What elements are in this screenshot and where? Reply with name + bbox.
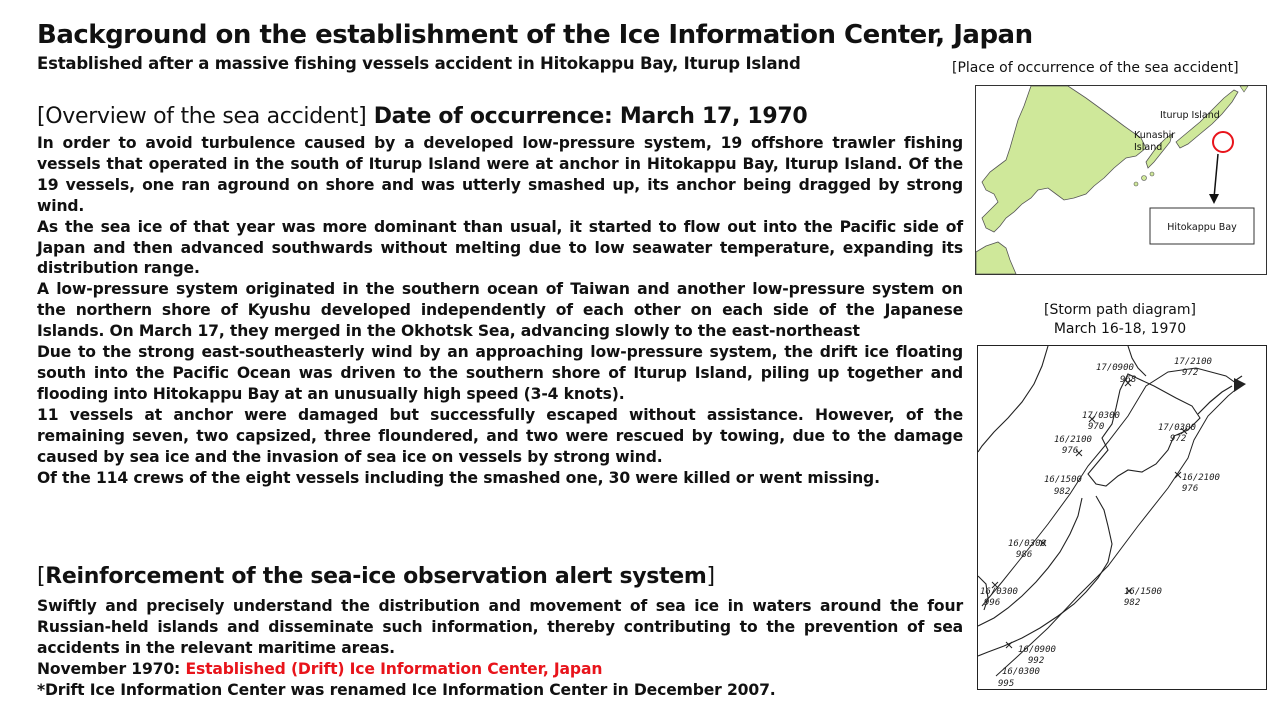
reinforcement-paragraph: Swiftly and precisely understand the distribution and movement of sea ice in waters around the four Russian-held islands and disseminate such information, thereby contributing to the prevention of sea accidents in the relevant maritime areas. bbox=[37, 597, 963, 657]
page-subtitle: Established after a massive fishing vessels accident in Hitokappu Bay, Iturup Island bbox=[37, 54, 801, 73]
storm-map-title: [Storm path diagram] bbox=[1044, 302, 1196, 318]
asia-coastline bbox=[978, 346, 1048, 452]
storm-point-label: 16/0900 bbox=[1018, 645, 1056, 655]
kunashir-label-line2: Island bbox=[1134, 142, 1163, 153]
storm-point-pressure: 970 bbox=[1088, 422, 1105, 432]
storm-point-pressure: 968 bbox=[1120, 375, 1137, 385]
storm-point-label: 17/0300 bbox=[1082, 411, 1120, 421]
storm-point-pressure: 976 bbox=[1182, 484, 1199, 494]
rename-note: *Drift Ice Information Center was renamed Ice Information Center in December 2007. bbox=[37, 680, 776, 699]
storm-point-pressure: 986 bbox=[1016, 550, 1033, 560]
storm-point-pressure: 995 bbox=[998, 679, 1015, 689]
overview-heading bbox=[37, 104, 807, 129]
storm-path-map bbox=[977, 345, 1267, 690]
overview-heading-bracket: [Overview of the sea accident] bbox=[37, 104, 367, 129]
accident-location-map bbox=[975, 85, 1267, 275]
storm-point-label: 16/0300 bbox=[980, 587, 1018, 597]
kunashir-label: Kunashir bbox=[1134, 130, 1176, 141]
hokkaido-landmass bbox=[982, 86, 1146, 232]
accident-map-caption: [Place of occurrence of the sea accident] bbox=[952, 60, 1239, 76]
page-title: Background on the establishment of the Ice Information Center, Japan bbox=[37, 20, 1033, 50]
iturup-label: Iturup Island bbox=[1160, 110, 1220, 121]
overview-heading-date: Date of occurrence: March 17, 1970 bbox=[366, 104, 808, 129]
storm-point-label: 16/0300 bbox=[1008, 539, 1046, 549]
storm-point-pressure: 976 bbox=[1062, 446, 1079, 456]
overview-paragraph: 11 vessels at anchor were damaged but successfully escaped without assistance. However, of the remaining seven, two capsized, three floundered, and two were rescued by towing, due to the damage caused by sea ice and the invasion of sea ice on vessels by strong wind. bbox=[37, 405, 963, 466]
storm-point-pressure: 972 bbox=[1170, 434, 1187, 444]
storm-point-label: 16/1500 bbox=[1044, 475, 1082, 485]
overview-paragraph: In order to avoid turbulence caused by a developed low-pressure system, 19 offshore trawler fishing vessels that operated in the south of Iturup Island were at anchor in Hitokappu Bay, Iturup Island. Of the 19 vessels, one ran aground on shore and was utterly smashed up, its anchor being dragged by strong wind. bbox=[37, 134, 963, 215]
location-arrow bbox=[1214, 154, 1218, 198]
islet bbox=[1240, 86, 1248, 92]
storm-point-label: 16/0300 bbox=[1002, 667, 1040, 677]
storm-point-label: 17/0300 bbox=[1158, 423, 1196, 433]
overview-paragraph: A low-pressure system originated in the southern ocean of Taiwan and another low-pressure system on the northern shore of Kyushu developed independently of each other on each side of the Japanese Islands. On March 17, they merged in the Okhotsk Sea, advancing slowly to the east-northeast bbox=[37, 280, 963, 341]
islet bbox=[1150, 172, 1154, 176]
heading-bracket-open: [ bbox=[37, 564, 46, 589]
accident-map-graphic bbox=[976, 86, 1266, 274]
storm-point-label: 17/0900 bbox=[1096, 363, 1134, 373]
storm-point-label: 16/1500 bbox=[1124, 587, 1162, 597]
storm-point-pressure: 982 bbox=[1124, 598, 1141, 608]
reinforcement-body bbox=[37, 596, 963, 701]
islet bbox=[1142, 176, 1147, 181]
storm-point-pressure: 996 bbox=[984, 598, 1001, 608]
islet bbox=[1134, 182, 1138, 186]
arrow-head-icon bbox=[1209, 194, 1219, 204]
overview-body bbox=[37, 133, 963, 488]
storm-arrow-icon bbox=[1234, 378, 1246, 392]
storm-point-pressure: 982 bbox=[1054, 487, 1071, 497]
storm-point-pressure: 972 bbox=[1182, 368, 1199, 378]
reinforcement-heading-text: Reinforcement of the sea-ice observation alert system bbox=[45, 564, 707, 589]
accident-location-marker bbox=[1213, 132, 1233, 152]
overview-paragraph: Of the 114 crews of the eight vessels including the smashed one, 30 were killed or went missing. bbox=[37, 468, 880, 487]
establishment-line bbox=[37, 659, 963, 680]
honshu-coastline bbox=[978, 496, 1112, 656]
storm-map-graphic bbox=[978, 346, 1266, 689]
storm-map-caption bbox=[975, 301, 1265, 339]
honshu-landmass bbox=[976, 242, 1016, 274]
storm-point-label: 16/2100 bbox=[1182, 473, 1220, 483]
reinforcement-heading bbox=[37, 564, 715, 589]
storm-point-label: 16/2100 bbox=[1054, 435, 1092, 445]
overview-paragraph: As the sea ice of that year was more dominant than usual, it started to flow out into the Pacific side of Japan and then advanced southwards without melting due to low seawater temperature, expanding its distribution range. bbox=[37, 217, 963, 278]
establishment-highlight: Established (Drift) Ice Information Center, Japan bbox=[185, 659, 603, 678]
storm-map-dates: March 16-18, 1970 bbox=[1053, 321, 1187, 337]
heading-bracket-close: ] bbox=[706, 564, 715, 589]
establishment-date: November 1970: bbox=[37, 659, 186, 678]
storm-point-label: 17/2100 bbox=[1174, 357, 1212, 367]
overview-paragraph: Due to the strong east-southeasterly wind by an approaching low-pressure system, the drift ice floating south into the Pacific Ocean was driven to the southern shore of Iturup Island, piling up together and flooding into Hitokappu Bay at an unusually high speed (3-4 knots). bbox=[37, 343, 963, 403]
bay-label: Hitokappu Bay bbox=[1167, 222, 1237, 233]
storm-point-pressure: 992 bbox=[1028, 656, 1045, 666]
